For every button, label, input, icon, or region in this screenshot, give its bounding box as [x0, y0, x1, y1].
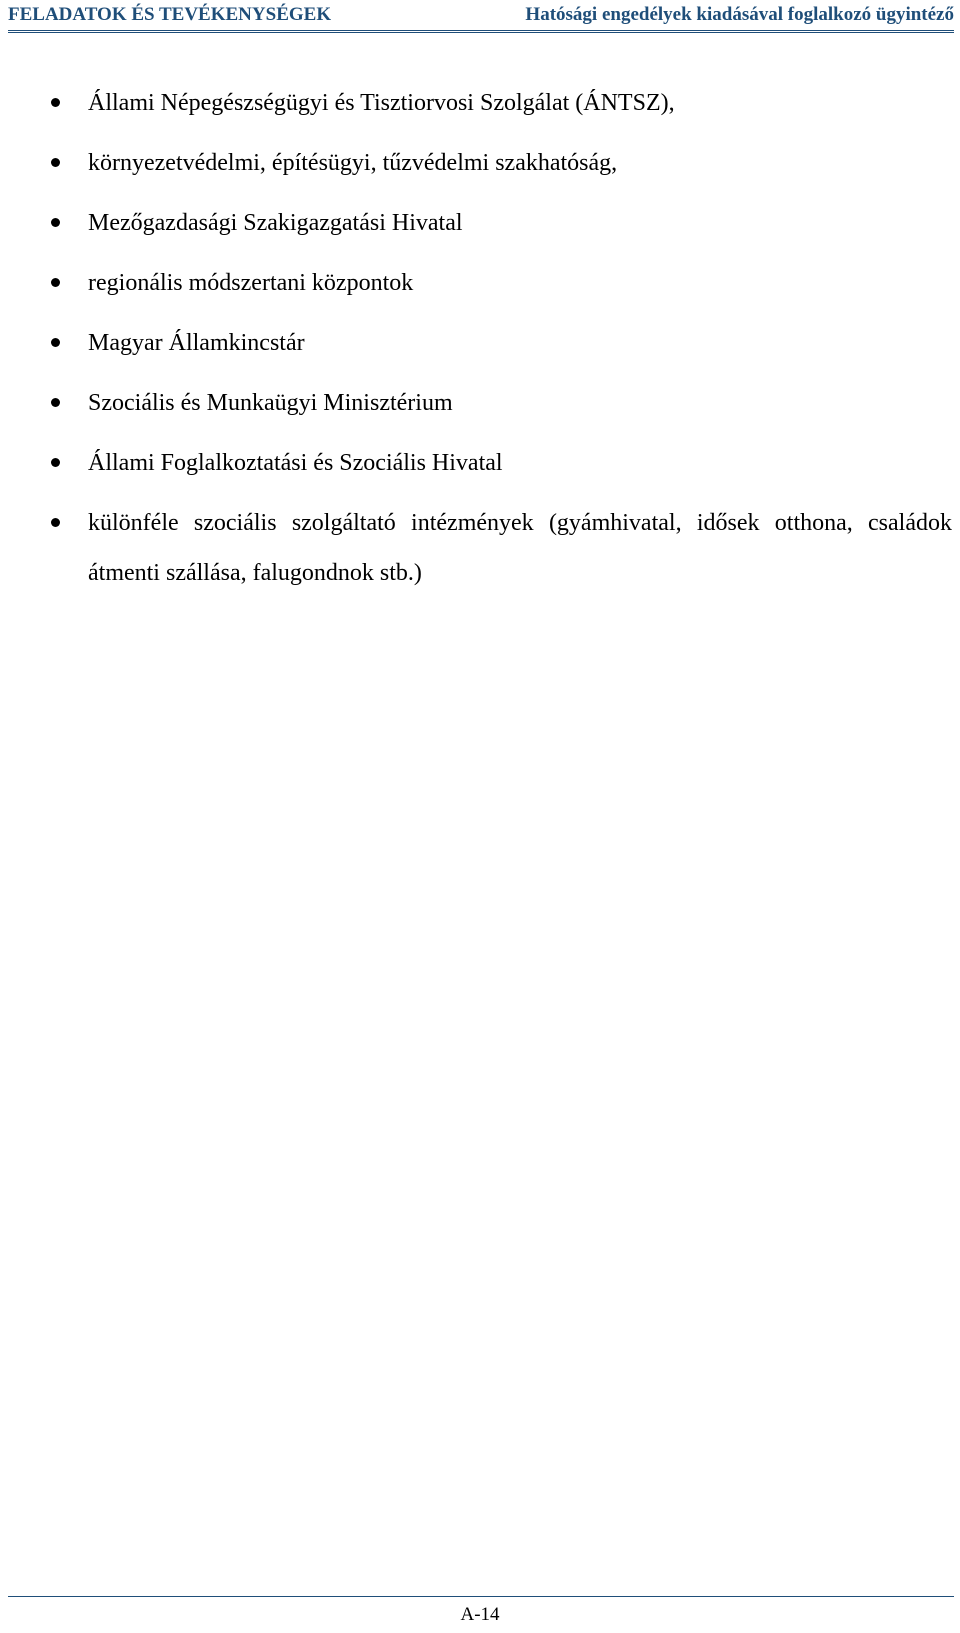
list-item: [0, 138, 960, 188]
bullet-icon: [51, 458, 60, 467]
list-item-text: különféle szociális szolgáltató intézmények (gyámhivatal, idősek otthona, családok átmenti szállása, falugondnok stb.): [88, 510, 952, 586]
list-item: [0, 258, 960, 308]
institution-list: [0, 78, 960, 608]
list-item-text: regionális módszertani központok: [88, 270, 414, 296]
header-document-title: Hatósági engedélyek kiadásával foglalkozó ügyintéző: [525, 4, 954, 25]
list-item: [0, 498, 960, 598]
header-section-title: FELADATOK ÉS TEVÉKENYSÉGEK: [8, 4, 332, 25]
list-item: [0, 438, 960, 488]
page-header: [8, 2, 954, 28]
bullet-icon: [51, 398, 60, 407]
list-item-text: Állami Népegészségügyi és Tisztiorvosi Szolgálat (ÁNTSZ),: [88, 90, 675, 116]
page-number: A-14: [460, 1604, 500, 1625]
list-item: [0, 78, 960, 128]
bullet-icon: [51, 338, 60, 347]
list-item-text: környezetvédelmi, építésügyi, tűzvédelmi szakhatóság,: [88, 150, 618, 176]
list-item-text: Magyar Államkincstár: [88, 330, 305, 356]
bullet-icon: [51, 218, 60, 227]
list-item-text: Szociális és Munkaügyi Minisztérium: [88, 390, 453, 416]
footer-divider: [8, 1596, 954, 1597]
bullet-icon: [51, 278, 60, 287]
list-item: [0, 378, 960, 428]
header-divider: [8, 30, 954, 36]
bullet-icon: [51, 158, 60, 167]
bullet-icon: [51, 518, 60, 527]
bullet-icon: [51, 98, 60, 107]
list-item: [0, 198, 960, 248]
list-item-text: Mezőgazdasági Szakigazgatási Hivatal: [88, 210, 463, 236]
list-item: [0, 318, 960, 368]
list-item-text: Állami Foglalkoztatási és Szociális Hivatal: [88, 450, 503, 476]
